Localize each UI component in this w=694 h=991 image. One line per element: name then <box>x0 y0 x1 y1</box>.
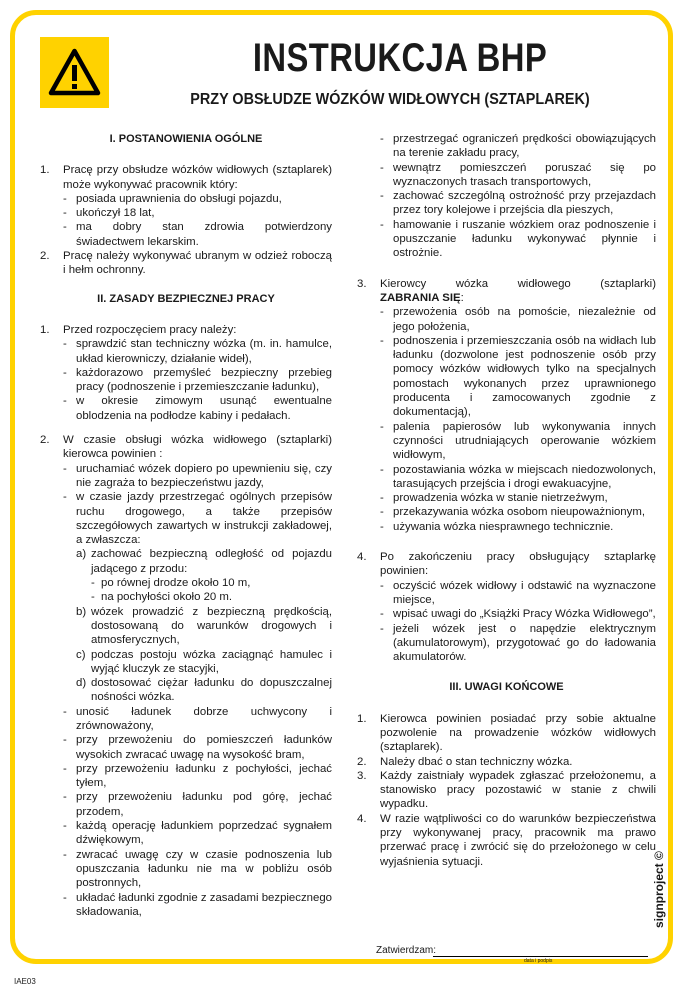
warning-triangle-icon <box>40 37 109 108</box>
bullet-text: ukończył 18 lat, <box>76 207 155 220</box>
item-text: Po zakończeniu pracy obsługujący sztaplarkę powinien: <box>380 551 656 578</box>
subpoint-text: dostosować ciężar ładunku do dopuszczalnej nośności wózka. <box>91 677 332 704</box>
item-number: 1. <box>40 323 50 336</box>
bullet-text: przestrzegać ograniczeń prędkości obowiązujących na terenie zakładu pracy, <box>393 133 656 160</box>
brand-mark: signproject © <box>652 851 666 928</box>
bullet-text: posiada uprawnienia do obsługi pojazdu, <box>76 192 282 205</box>
prohibition-label: ZABRANIA SIĘ <box>380 291 461 304</box>
item-number: 1. <box>357 712 367 725</box>
left-column <box>40 132 332 919</box>
bullet-text: przy przewożeniu ładunku pod górę, jechać przodem, <box>76 791 332 818</box>
item-text: Pracę należy wykonywać ubranym w odzież roboczą i hełm ochronny. <box>63 250 332 277</box>
section-heading: III. UWAGI KOŃCOWE <box>449 681 564 694</box>
bullet-text: każdorazowo przemyśleć bezpieczny przebieg pracy (podnoszenie i przemieszczanie ładunku), <box>76 366 332 394</box>
subpoint-text: na pochyłości około 20 m. <box>101 591 233 604</box>
section-heading: I. POSTANOWIENIA OGÓLNE <box>109 133 263 145</box>
bullet-text: przy przewożeniu ładunku z pochyłości, jechać tyłem, <box>76 762 332 790</box>
bullet-text: sprawdzić stan techniczny wózka (m. in. hamulce, układ kierowniczy, działanie wideł), <box>76 338 332 365</box>
bullet-text: uruchamiać wózek dopiero po upewnieniu się, czy nie zagraża to bezpieczeństwu jazdy, <box>76 462 332 489</box>
bullet-text: używania wózka niesprawnego technicznie. <box>393 520 614 533</box>
right-column: - przestrzegać ograniczeń prędkości obowiązujących na terenie zakładu pracy, - wewnątrz pomieszczeń poruszać się po wyznaczonych trasach transportowych, - zachować szczególną ostrożność przy przejazdach przez tory kolejowe i przejścia dla pieszych, - hamowanie i ruszanie wózkiem oraz podnoszenie i opuszczanie ładunku wykonywać płynnie i ostrożnie. 3. Kierowcy wózka widłowego (sztaplarki) ZABRANIA SIĘ: - przewożenia osób na pomoście, niezależnie od jego położenia, - podnoszenia i przemieszczania osób na widłach lub ładunku (dozwolone jest podnoszenie osób przy pomocy wózków widłowych tylko na specjalnych pomostach wykonanych przez uprawnionego producenta i zamocowanych zgodnie z dokumentacją), - palenia papierosów lub wykonywania innych czynności utrudniających operowanie wózkiem widłowym, - pozostawiania wózka w miejscach niedozwolonych, tarasujących przejścia i drogi ewakuacyjne, - prowadzenia wózka w stanie nietrzeźwym, - przekazywania wózka osobom nieupoważnionym, - używania wózka niesprawnego technicznie. 4. Po zakończeniu pracy obsługujący sztaplarkę powinien: - oczyścić wózek widłowy i odstawić na wyznaczone miejsce, - wpisać uwagi do „Książki Pracy Wózka Widłowego”, - jeżeli wózek jest o napędzie elektrycznym (akumulatorowym), przygotować go do ładowania akumulatorów. III. UWAGI KOŃCOWE 1. Kierowca powinien posiadać przy sobie aktualne pozwolenie na prowadzenie wózków widłowych (sztaplarek). 2. Należy dbać o stan techniczny wózka. 3. Każdy zaistniały wypadek zgłaszać przełożonemu, a stanowisko pracy pozostawić w stanie z chwili wypadku. 4. W razie wątpliwości co do warunków bezpieczeństwa przy wykonywanej pracy, pracownik ma prawo przerwać pracę i zwrócić się do przełożonego w celu wyjaśnienia sytuacji. <box>357 133 656 868</box>
bullet-text: układać ładunki zgodnie z zasadami bezpiecznego składowania, <box>76 891 332 918</box>
item-text: Przed rozpoczęciem pracy należy: <box>63 323 237 336</box>
item-number: 2. <box>357 755 367 768</box>
item-number: 1. <box>40 164 50 177</box>
list-item <box>40 249 332 278</box>
bullet-text: prowadzenia wózka w stanie nietrzeźwym, <box>393 492 608 505</box>
subpoint-text: zachować bezpieczną odległość od pojazdu jadącego z przodu: <box>91 548 332 575</box>
item-text: Kierowcy wózka widłowego (sztaplarki) <box>380 277 656 290</box>
bullet-text: każdą operację ładunkiem poprzedzać sygnałem dźwiękowym, <box>76 820 332 847</box>
item-text: Pracę przy obsłudze wózków widłowych (sztaplarek) może wykonywać pracownik który: <box>63 164 332 191</box>
bullet-text: wewnątrz pomieszczeń poruszać się po wyznaczonych trasach transportowych, <box>393 161 656 188</box>
list-item <box>357 812 656 869</box>
bullet-text: zwracać uwagę czy w czasie podnoszenia lub opuszczania ładunku nie ma w pobliżu osób postronnych, <box>76 848 332 890</box>
page-subtitle: PRZY OBSŁUDZE WÓZKÓW WIDŁOWYCH (SZTAPLAREK) <box>190 91 590 108</box>
item-number: 4. <box>357 812 367 825</box>
bullet-text: wpisać uwagi do „Książki Pracy Wózka Widłowego”, <box>393 608 656 621</box>
bullet-text: przy przewożeniu do pomieszczeń ładunków wysokich zwracać uwagę na wysokość bram, <box>76 734 332 761</box>
item-number: 2. <box>40 434 50 447</box>
list-item <box>357 755 656 769</box>
bullet-text: pozostawiania wózka w miejscach niedozwolonych, tarasujących przejścia i drogi ewakuacyjne, <box>393 463 656 490</box>
list-item: 1. Przed rozpoczęciem pracy należy: - sprawdzić stan techniczny wózka (m. in. hamulce, układ kierowniczy, działanie wideł), - każdorazowo przemyśleć bezpieczny przebieg pracy (podnoszenie i przemieszczanie ładunku), - w okresie zimowym usunąć ewentualne oblodzenia na podłodze kabiny i pedałach. <box>40 323 332 422</box>
page-title: INSTRUKCJA BHP <box>252 36 548 80</box>
bullet-text: w okresie zimowym usunąć ewentualne oblodzenia na podłodze kabiny i pedałach. <box>76 395 332 422</box>
item-text: Kierowca powinien posiadać przy sobie aktualne pozwolenie na prowadzenie wózków widłowych (sztaplarek). <box>380 712 656 754</box>
bullet-text: w czasie jazdy przestrzegać ogólnych przepisów ruchu drogowego, a także przepisów szczegółowych zawartych w instrukcji zakładowej, a zwłaszcza: <box>76 491 332 547</box>
list-item: 2. W czasie obsługi wózka widłowego (sztaplarki) kierowca powinien : - uruchamiać wózek dopiero po upewnieniu się, czy nie zagraża to bezpieczeństwu jazdy, - w czasie jazdy przestrzegać ogólnych przepisów ruchu drogowego, a także przepisów szczegółowych zawartych w instrukcji zakładowej, a zwłaszcza: a) zachować bezpieczną odległość od pojazdu jadącego z przodu: - po równej drodze około 10 m, - na pochyłości około 20 m. b) wózek prowadzić z bezpieczną prędkością, dostosowaną do warunków drogowych i atmosferycznych, c) podczas postoju wózka zaciągnąć hamulec i wyjąć kluczyk ze stacyjki, d) dostosować ciężar ładunku do dopuszczalnej nośności wózka. - unosić ładunek dobrze uchwycony i zrównoważony, - przy przewożeniu do pomieszczeń ładunków wysokich zwracać uwagę na wysokość bram, - przy przewożeniu ładunku z pochyłości, jechać tyłem, - przy przewożeniu ładunku pod górę, jechać przodem, - każdą operację ładunkiem poprzedzać sygnałem dźwiękowym, - zwracać uwagę czy w czasie podnoszenia lub opuszczania ładunku nie ma w pobliżu osób postronnych, - układać ładunki zgodnie z zasadami bezpiecznego składowania, <box>40 434 332 918</box>
product-code: IAE03 <box>14 977 36 986</box>
bullet-text: jeżeli wózek jest o napędzie elektrycznym (akumulatorowym), przygotować go do ładowania akumulatorów. <box>393 622 656 664</box>
list-item <box>357 712 656 755</box>
signature-line <box>433 956 648 957</box>
section-heading: II. ZASADY BEZPIECZNEJ PRACY <box>97 292 275 305</box>
list-item: 3. Kierowcy wózka widłowego (sztaplarki) ZABRANIA SIĘ: - przewożenia osób na pomoście, niezależnie od jego położenia, - podnoszenia i przemieszczania osób na widłach lub ładunku (dozwolone jest podnoszenie osób przy pomocy wózków widłowych tylko na specjalnych pomostach wykonanych przez uprawnionego producenta i zamocowanych zgodnie z dokumentacją), - palenia papierosów lub wykonywania innych czynności utrudniających operowanie wózkiem widłowym, - pozostawiania wózka w miejscach niedozwolonych, tarasujących przejścia i drogi ewakuacyjne, - prowadzenia wózka w stanie nietrzeźwym, - przekazywania wózka osobom nieupoważnionym, - używania wózka niesprawnego technicznie. <box>357 277 656 533</box>
signature-caption: data i podpis <box>524 958 553 964</box>
item-text: Należy dbać o stan techniczny wózka. <box>380 755 573 768</box>
item-number: 2. <box>40 250 50 263</box>
bullet-text: przewożenia osób na pomoście, niezależnie od jego położenia, <box>393 306 656 333</box>
item-number: 4. <box>357 551 367 564</box>
bullet-text: podnoszenia i przemieszczania osób na widłach lub ładunku (dozwolone jest podnoszenie osób przy pomocy wózków widłowych tylko na specjalnych pomostach wykonanych przez uprawnionego producenta i zamocowanych zgodnie z dokumentacją), <box>393 334 656 419</box>
subpoint-text: podczas postoju wózka zaciągnąć hamulec i wyjąć kluczyk ze stacyjki, <box>91 648 332 675</box>
subpoint-text: wózek prowadzić z bezpieczną prędkością, dostosowaną do warunków drogowych i atmosferycznych, <box>91 605 332 647</box>
item-number: 3. <box>357 769 367 782</box>
bullet-text: ma dobry stan zdrowia potwierdzony świadectwem lekarskim. <box>76 221 332 248</box>
bullet-text: zachować szczególną ostrożność przy przejazdach przez tory kolejowe i przejścia dla pieszych, <box>393 190 656 217</box>
bullet-text: przekazywania wózka osobom nieupoważnionym, <box>393 506 645 519</box>
item-number: 3. <box>357 277 367 290</box>
subpoint-text: po równej drodze około 10 m, <box>101 577 251 590</box>
bullet-text: oczyścić wózek widłowy i odstawić na wyznaczone miejsce, <box>393 579 656 606</box>
bullet-text: palenia papierosów lub wykonywania innych czynności utrudniających operowanie wózkiem widłowym, <box>393 420 656 462</box>
approval-label: Zatwierdzam: <box>376 945 437 956</box>
list-item: 4. Po zakończeniu pracy obsługujący sztaplarkę powinien: - oczyścić wózek widłowy i odstawić na wyznaczone miejsce, - wpisać uwagi do „Książki Pracy Wózka Widłowego”, - jeżeli wózek jest o napędzie elektrycznym (akumulatorowym), przygotować go do ładowania akumulatorów. <box>357 551 656 664</box>
bullet-text: unosić ładunek dobrze uchwycony i zrównoważony, <box>76 705 332 732</box>
list-item: 1. Pracę przy obsłudze wózków widłowych (sztaplarek) może wykonywać pracownik który: - posiada uprawnienia do obsługi pojazdu, - ukończył 18 lat, - ma dobry stan zdrowia potwierdzony świadectwem lekarskim. <box>40 164 332 248</box>
item-text: W razie wątpliwości co do warunków bezpieczeństwa przy wykonywanej pracy, pracownik ma prawo przerwać pracę i zwrócić się do przełożonego w celu wyjaśnienia sytuacji. <box>380 812 656 868</box>
item-text: Każdy zaistniały wypadek zgłaszać przełożonemu, a stanowisko pracy pozostawić w stanie z chwili wypadku. <box>380 769 656 811</box>
bullet-text: hamowanie i ruszanie wózkiem oraz podnoszenie i opuszczanie ładunku wykonywać płynnie i ostrożnie. <box>393 218 656 260</box>
list-item <box>357 769 656 812</box>
item-text: W czasie obsługi wózka widłowego (sztaplarki) kierowca powinien : <box>63 434 332 461</box>
